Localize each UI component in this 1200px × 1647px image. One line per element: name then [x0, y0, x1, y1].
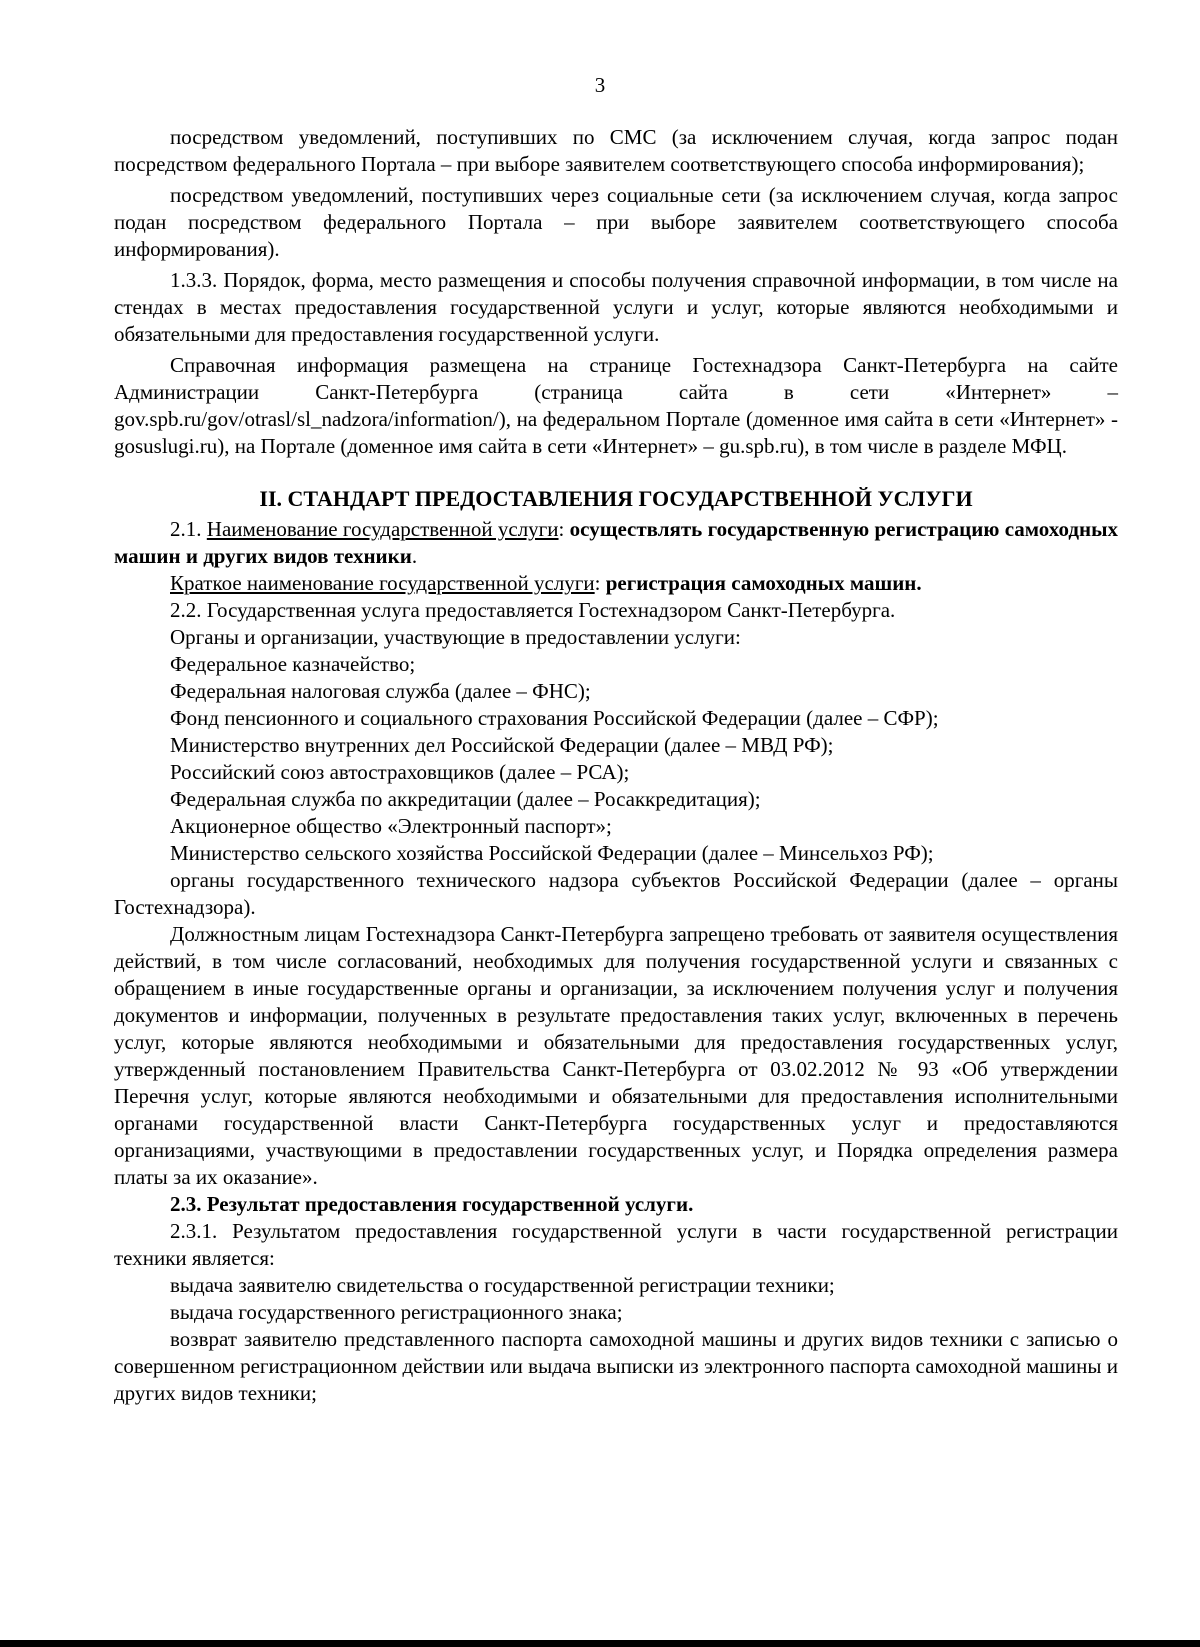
organization-list-item: Министерство внутренних дел Российской Федерации (далее – МВД РФ); [170, 733, 834, 757]
page-number: 3 [594, 73, 606, 97]
service-name-paragraph [114, 516, 1118, 570]
paragraph: Должностным лицам Гостехнадзора Санкт-Петербурга запрещено требовать от заявителя осуществления действий, в том числе согласований, необходимых для получения государственной услуги и связанных с обращением в иные государственные органы и организации, за исключением получения услуг и получения документов и информации, полученных в результате предоставления таких услуг, включенных в перечень услуг, которые являются необходимыми и обязательными для предоставления государственных услуг, утвержденный постановлением Правительства Санкт-Петербурга от 03.02.2012 № 93 «Об утверждении Перечня услуг, которые являются необходимыми и обязательными для предоставления исполнительными органами государственной власти Санкт-Петербурга государственных услуг и предоставляются организациями, участвующими в предоставлении государственных услуг, и Порядка определения размера платы за их оказание». [114, 922, 1118, 1189]
paragraph: Органы и организации, участвующие в предоставлении услуги: [170, 625, 741, 649]
service-name-value: осуществлять государственную регистрацию самоходных машин и других видов техники [114, 517, 1118, 568]
scan-edge-divider [0, 1640, 1200, 1647]
paragraph: 2.2. Государственная услуга предоставляется Гостехнадзором Санкт-Петербурга. [170, 598, 896, 622]
result-list-item: выдача государственного регистрационного знака; [170, 1300, 623, 1324]
organization-list-item: Федеральная налоговая служба (далее – ФНС); [170, 679, 591, 703]
organization-list-item: Акционерное общество «Электронный паспорт»; [170, 814, 612, 838]
service-short-name-label: Краткое наименование государственной услуги [170, 571, 595, 595]
service-short-name-paragraph [114, 570, 1118, 597]
result-list-item: возврат заявителю представленного паспорта самоходной машины и других видов техники с записью о совершенном регистрационном действии или выдача выписки из электронного паспорта самоходной машины и других видов техники; [114, 1327, 1118, 1405]
organization-list-item: Федеральное казначейство; [170, 652, 416, 676]
organization-list-item: Министерство сельского хозяйства Российской Федерации (далее – Минсельхоз РФ); [170, 841, 934, 865]
service-name-label: Наименование государственной услуги [206, 517, 559, 541]
organization-list-item: органы государственного технического надзора субъектов Российской Федерации (далее – органы Гостехнадзора). [114, 868, 1118, 919]
colon: : [594, 571, 606, 595]
organization-list-item: Фонд пенсионного и социального страхования Российской Федерации (далее – СФР); [170, 706, 939, 730]
result-subheading: 2.3. Результат предоставления государственной услуги. [170, 1192, 694, 1216]
paragraph: Справочная информация размещена на странице Гостехнадзора Санкт-Петербурга на сайте Администрации Санкт-Петербурга (страница сайта в сети «Интернет» – gov.spb.ru/gov/otrasl/sl_nadzora/information/), на федеральном Портале (доменное имя сайта в сети «Интернет» - gosuslugi.ru), на Портале (доменное имя сайта в сети «Интернет» – gu.spb.ru), в том числе в разделе МФЦ. [114, 353, 1118, 458]
period: . [411, 544, 418, 568]
clause-number: 2.1. [170, 517, 207, 541]
paragraph: посредством уведомлений, поступивших по СМС (за исключением случая, когда запрос подан посредством федерального Портала – при выборе заявителем соответствующего способа информирования); [114, 125, 1118, 176]
result-list-item: выдача заявителю свидетельства о государственной регистрации техники; [170, 1273, 835, 1297]
paragraph: 1.3.3. Порядок, форма, место размещения и способы получения справочной информации, в том числе на стендах в местах предоставления государственной услуги и услуг, которые являются необходимыми и обязательными для предоставления государственной услуги. [114, 268, 1118, 346]
organization-list-item: Федеральная служба по аккредитации (далее – Росаккредитация); [170, 787, 761, 811]
section-heading: II. СТАНДАРТ ПРЕДОСТАВЛЕНИЯ ГОСУДАРСТВЕННОЙ УСЛУГИ [259, 486, 973, 511]
service-short-name-value: регистрация самоходных машин. [605, 571, 922, 595]
paragraph: 2.3.1. Результатом предоставления государственной услуги в части государственной регистрации техники является: [114, 1219, 1118, 1270]
colon: : [558, 517, 570, 541]
organization-list-item: Российский союз автостраховщиков (далее – РСА); [170, 760, 630, 784]
paragraph: посредством уведомлений, поступивших через социальные сети (за исключением случая, когда запрос подан посредством федерального Портала – при выборе заявителем соответствующего способа информирования). [114, 183, 1118, 261]
document-body [114, 124, 1118, 1407]
